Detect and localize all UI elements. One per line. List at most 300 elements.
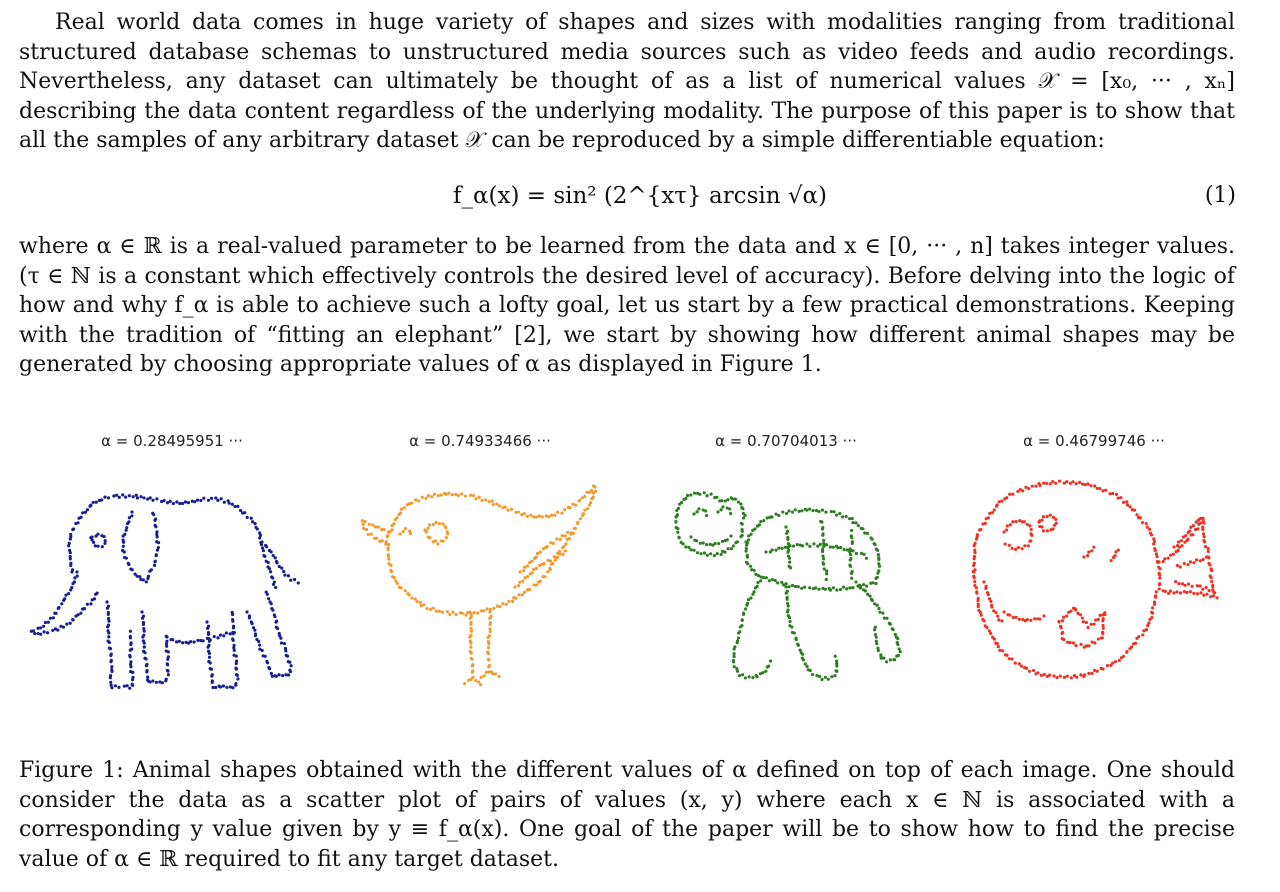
- scatter-point: [1049, 528, 1052, 531]
- scatter-point: [537, 580, 540, 583]
- scatter-point: [398, 532, 401, 535]
- scatter-point: [788, 616, 791, 619]
- scatter-point: [1046, 675, 1049, 678]
- scatter-point: [556, 511, 559, 514]
- scatter-point: [103, 542, 106, 545]
- scatter-point: [1155, 552, 1158, 555]
- scatter-point: [435, 521, 438, 524]
- scatter-point: [1135, 637, 1138, 640]
- scatter-point: [881, 611, 884, 614]
- scatter-point: [693, 491, 696, 494]
- scatter-point: [149, 496, 152, 499]
- scatter-point: [973, 549, 976, 552]
- scatter-point: [1101, 619, 1104, 622]
- scatter-point: [733, 665, 736, 668]
- scatter-point: [680, 501, 683, 504]
- scatter-point: [483, 674, 486, 677]
- scatter-point: [243, 511, 246, 514]
- scatter-point: [1023, 666, 1026, 669]
- scatter-point: [374, 525, 377, 528]
- scatter-point: [489, 608, 492, 611]
- scatter-point: [741, 619, 744, 622]
- figure-caption: [19, 756, 1235, 874]
- scatter-point: [480, 499, 483, 502]
- scatter-point: [236, 677, 239, 680]
- scatter-point: [384, 542, 387, 545]
- scatter-point: [541, 575, 544, 578]
- scatter-point: [1090, 623, 1093, 626]
- scatter-point: [825, 572, 828, 575]
- scatter-point: [225, 686, 228, 689]
- scatter-point: [689, 493, 692, 496]
- scatter-point: [791, 511, 794, 514]
- scatter-point: [258, 643, 261, 646]
- scatter-point: [1083, 646, 1086, 649]
- scatter-point: [256, 527, 259, 530]
- scatter-point: [592, 491, 595, 494]
- scatter-point: [1085, 621, 1088, 624]
- scatter-point: [518, 581, 521, 584]
- scatter-point: [1049, 482, 1052, 485]
- scatter-point: [785, 512, 788, 515]
- scatter-point: [1028, 540, 1031, 543]
- scatter-point: [222, 684, 225, 687]
- scatter-point: [246, 516, 249, 519]
- scatter-point: [559, 538, 562, 541]
- scatter-point: [270, 672, 273, 675]
- scatter-point: [507, 600, 510, 603]
- scatter-point: [115, 494, 118, 497]
- scatter-point: [749, 565, 752, 568]
- scatter-point: [406, 592, 409, 595]
- scatter-point: [427, 527, 430, 530]
- scatter-point: [850, 536, 853, 539]
- scatter-point: [140, 610, 143, 613]
- scatter-point: [432, 523, 435, 526]
- scatter-point: [1126, 503, 1129, 506]
- scatter-point: [1004, 542, 1007, 545]
- scatter-point: [143, 642, 146, 645]
- scatter-point: [276, 561, 279, 564]
- scatter-point: [851, 521, 854, 524]
- scatter-point: [724, 499, 727, 502]
- scatter-point: [155, 553, 158, 556]
- scatter-point: [1172, 545, 1175, 548]
- scatter-point: [433, 493, 436, 496]
- scatter-point: [498, 605, 501, 608]
- scatter-point: [1031, 485, 1034, 488]
- scatter-point: [1046, 529, 1049, 532]
- scatter-point: [1122, 501, 1125, 504]
- scatter-point: [1079, 673, 1082, 676]
- scatter-point: [1101, 489, 1104, 492]
- scatter-point: [764, 550, 767, 553]
- scatter-point: [139, 495, 142, 498]
- scatter-point: [446, 532, 449, 535]
- scatter-point: [49, 617, 52, 620]
- scatter-point: [125, 529, 128, 532]
- scatter-point: [206, 627, 209, 630]
- scatter-point: [455, 613, 458, 616]
- scatter-point: [151, 499, 154, 502]
- scatter-point: [1097, 637, 1100, 640]
- scatter-point: [112, 494, 115, 497]
- scatter-point: [1207, 547, 1210, 550]
- scatter-point: [878, 611, 881, 614]
- scatter-point: [588, 503, 591, 506]
- scatter-point: [1175, 590, 1178, 593]
- scatter-point: [746, 554, 749, 557]
- scatter-point: [1069, 482, 1072, 485]
- scatter-point: [1151, 606, 1154, 609]
- scatter-point: [146, 675, 149, 678]
- scatter-point: [829, 545, 832, 548]
- scatter-point: [165, 678, 168, 681]
- scatter-point: [788, 620, 791, 623]
- scatter-point: [674, 520, 677, 523]
- scatter-point: [705, 514, 708, 517]
- scatter-point: [131, 568, 134, 571]
- scatter-point: [129, 660, 132, 663]
- scatter-point: [785, 592, 788, 595]
- scatter-point: [827, 678, 830, 681]
- scatter-point: [793, 631, 796, 634]
- scatter-point: [850, 529, 853, 532]
- scatter-point: [862, 583, 865, 586]
- scatter-point: [1212, 594, 1215, 597]
- scatter-point: [207, 633, 210, 636]
- scatter-point: [232, 644, 235, 647]
- scatter-point: [879, 653, 882, 656]
- scatter-point: [269, 570, 272, 573]
- scatter-point: [821, 508, 824, 511]
- scatter-point: [892, 658, 895, 661]
- scatter-point: [863, 531, 866, 534]
- scatter-point: [1011, 547, 1014, 550]
- scatter-point: [1204, 545, 1207, 548]
- scatter-point: [822, 539, 825, 542]
- scatter-point: [272, 583, 275, 586]
- scatter-point: [993, 508, 996, 511]
- scatter-point: [110, 670, 113, 673]
- scatter-point: [998, 500, 1001, 503]
- scatter-point: [150, 568, 153, 571]
- scatter-point: [874, 577, 877, 580]
- scatter-point: [1092, 623, 1095, 626]
- scatter-point: [1093, 484, 1096, 487]
- scatter-point: [1184, 534, 1187, 537]
- scatter-point: [404, 527, 407, 530]
- scatter-point: [561, 546, 564, 549]
- scatter-point: [89, 602, 92, 605]
- scatter-point: [381, 539, 384, 542]
- scatter-point: [564, 534, 567, 537]
- scatter-point: [196, 639, 199, 642]
- scatter-point: [1059, 625, 1062, 628]
- scatter-point: [103, 496, 106, 499]
- scatter-point: [977, 609, 980, 612]
- scatter-point: [1104, 489, 1107, 492]
- scatter-point: [258, 536, 261, 539]
- scatter-point: [1202, 532, 1205, 535]
- scatter-point: [849, 558, 852, 561]
- scatter-point: [1201, 588, 1204, 591]
- scatter-point: [470, 630, 473, 633]
- scatter-point: [828, 587, 831, 590]
- scatter-point: [1101, 632, 1104, 635]
- scatter-point: [820, 678, 823, 681]
- scatter-point: [842, 586, 845, 589]
- scatter-point: [494, 672, 497, 675]
- scatter-point: [1065, 480, 1068, 483]
- scatter-point: [1125, 651, 1128, 654]
- scatter-point: [1042, 529, 1045, 532]
- scatter-point: [435, 610, 438, 613]
- scatter-point: [282, 570, 285, 573]
- scatter-point: [1086, 482, 1089, 485]
- scatter-point: [289, 579, 292, 582]
- scatter-point: [1199, 591, 1202, 594]
- scatter-point: [1202, 558, 1205, 561]
- scatter-point: [830, 510, 833, 513]
- scatter-point: [432, 540, 435, 543]
- scatter-point: [977, 603, 980, 606]
- scatter-point: [387, 558, 390, 561]
- turtle-scatter-plot: [636, 462, 936, 722]
- scatter-point: [488, 623, 491, 626]
- scatter-point: [1205, 593, 1208, 596]
- scatter-point: [677, 536, 680, 539]
- scatter-point: [68, 549, 71, 552]
- scatter-point: [1125, 500, 1128, 503]
- scatter-point: [476, 612, 479, 615]
- scatter-point: [1043, 673, 1046, 676]
- scatter-point: [114, 684, 117, 687]
- scatter-point: [533, 584, 536, 587]
- scatter-point: [155, 681, 158, 684]
- scatter-point: [709, 543, 712, 546]
- scatter-point: [427, 535, 430, 538]
- scatter-point: [1192, 561, 1195, 564]
- scatter-point: [774, 513, 777, 516]
- scatter-point: [1023, 544, 1026, 547]
- scatter-point: [675, 514, 678, 517]
- scatter-point: [786, 538, 789, 541]
- scatter-point: [832, 510, 835, 513]
- scatter-point: [65, 623, 68, 626]
- figure-1: [0, 422, 1280, 722]
- scatter-point: [1145, 522, 1148, 525]
- scatter-point: [1206, 556, 1209, 559]
- scatter-point: [590, 497, 593, 500]
- scatter-point: [1128, 505, 1131, 508]
- scatter-point: [155, 530, 158, 533]
- scatter-point: [141, 617, 144, 620]
- scatter-point: [118, 496, 121, 499]
- scatter-point: [464, 614, 467, 617]
- scatter-point: [1042, 482, 1045, 485]
- scatter-point: [386, 534, 389, 537]
- scatter-point: [136, 575, 139, 578]
- scatter-point: [250, 517, 253, 520]
- scatter-point: [1026, 618, 1029, 621]
- scatter-point: [709, 552, 712, 555]
- scatter-point: [1163, 557, 1166, 560]
- scatter-point: [1055, 676, 1058, 679]
- scatter-point: [578, 499, 581, 502]
- scatter-point: [513, 585, 516, 588]
- scatter-point: [464, 494, 467, 497]
- scatter-point: [107, 619, 110, 622]
- scatter-point: [154, 518, 157, 521]
- scatter-point: [293, 578, 296, 581]
- scatter-point: [109, 681, 112, 684]
- scatter-point: [1029, 619, 1032, 622]
- scatter-point: [370, 533, 373, 536]
- scatter-point: [1014, 548, 1017, 551]
- scatter-point: [845, 515, 848, 518]
- scatter-point: [254, 634, 257, 637]
- scatter-point: [759, 579, 762, 582]
- scatter-point: [77, 613, 80, 616]
- scatter-point: [1177, 582, 1180, 585]
- scatter-point: [107, 635, 110, 638]
- scatter-point: [821, 587, 824, 590]
- scatter-point: [1021, 489, 1024, 492]
- scatter-point: [741, 507, 744, 510]
- scatter-point: [523, 512, 526, 515]
- scatter-point: [1162, 589, 1165, 592]
- bird-scatter-plot: [330, 462, 630, 722]
- scatter-point: [231, 631, 234, 634]
- scatter-point: [765, 576, 768, 579]
- scatter-point: [817, 588, 820, 591]
- scatter-point: [371, 523, 374, 526]
- scatter-point: [677, 507, 680, 510]
- scatter-point: [977, 597, 980, 600]
- scatter-point: [506, 509, 509, 512]
- scatter-point: [460, 492, 463, 495]
- scatter-point: [142, 623, 145, 626]
- scatter-point: [106, 625, 109, 628]
- scatter-point: [57, 607, 60, 610]
- scatter-point: [480, 676, 483, 679]
- scatter-point: [855, 552, 858, 555]
- scatter-point: [1186, 563, 1189, 566]
- scatter-point: [684, 497, 687, 500]
- scatter-point: [781, 547, 784, 550]
- scatter-point: [851, 542, 854, 545]
- scatter-point: [558, 552, 561, 555]
- fish-scatter-plot: [944, 462, 1244, 722]
- scatter-point: [1114, 660, 1117, 663]
- scatter-point: [523, 591, 526, 594]
- scatter-point: [1152, 542, 1155, 545]
- scatter-point: [719, 508, 722, 511]
- scatter-point: [1034, 672, 1037, 675]
- scatter-point: [822, 563, 825, 566]
- scatter-point: [695, 510, 698, 513]
- scatter-point: [1071, 480, 1074, 483]
- scatter-point: [714, 542, 717, 545]
- scatter-point: [1032, 669, 1035, 672]
- scatter-point: [543, 562, 546, 565]
- scatter-point: [271, 576, 274, 579]
- scatter-point: [747, 538, 750, 541]
- scatter-point: [739, 502, 742, 505]
- scatter-point: [675, 526, 678, 529]
- scatter-point: [734, 541, 737, 544]
- scatter-point: [432, 607, 435, 610]
- scatter-point: [278, 673, 281, 676]
- scatter-point: [485, 607, 488, 610]
- scatter-point: [1177, 540, 1180, 543]
- scatter-point: [751, 676, 754, 679]
- scatter-point: [864, 589, 867, 592]
- scatter-point: [367, 533, 370, 536]
- scatter-point: [148, 680, 151, 683]
- scatter-point: [469, 494, 472, 497]
- scatter-point: [472, 494, 475, 497]
- scatter-point: [1199, 584, 1202, 587]
- scatter-point: [1128, 647, 1131, 650]
- scatter-point: [504, 506, 507, 509]
- scatter-point: [754, 586, 757, 589]
- figure-panel-turtle: [636, 422, 936, 722]
- scatter-point: [46, 631, 49, 634]
- scatter-point: [726, 498, 729, 501]
- scatter-point: [820, 521, 823, 524]
- scatter-point: [287, 574, 290, 577]
- scatter-point: [1097, 618, 1100, 621]
- scatter-point: [417, 499, 420, 502]
- scatter-point: [206, 637, 209, 640]
- scatter-point: [171, 638, 174, 641]
- scatter-point: [717, 542, 720, 545]
- scatter-point: [768, 579, 771, 582]
- scatter-point: [834, 669, 837, 672]
- scatter-point: [52, 616, 55, 619]
- scatter-point: [471, 658, 474, 661]
- scatter-point: [732, 544, 735, 547]
- scatter-point: [744, 676, 747, 679]
- scatter-point: [144, 657, 147, 660]
- scatter-point: [128, 516, 131, 519]
- scatter-point: [267, 561, 270, 564]
- scatter-point: [728, 507, 731, 510]
- scatter-point: [892, 628, 895, 631]
- scatter-point: [477, 681, 480, 684]
- scatter-point: [253, 629, 256, 632]
- scatter-point: [1017, 546, 1020, 549]
- scatter-point: [202, 639, 205, 642]
- scatter-point: [206, 646, 209, 649]
- scatter-point: [573, 527, 576, 530]
- scatter-point: [387, 530, 390, 533]
- scatter-point: [86, 508, 89, 511]
- scatter-point: [1027, 544, 1030, 547]
- scatter-point: [776, 581, 779, 584]
- scatter-point: [211, 681, 214, 684]
- scatter-point: [796, 543, 799, 546]
- scatter-point: [1011, 657, 1014, 660]
- scatter-point: [487, 642, 490, 645]
- scatter-point: [380, 528, 383, 531]
- scatter-point: [1108, 492, 1111, 495]
- scatter-point: [1167, 592, 1170, 595]
- scatter-point: [1139, 516, 1142, 519]
- scatter-point: [532, 515, 535, 518]
